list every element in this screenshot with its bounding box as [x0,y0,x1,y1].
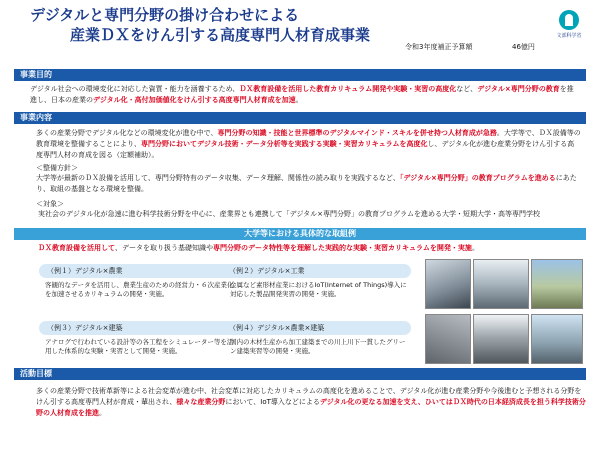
section-heading-examples: 大学等における具体的な取組例 [14,228,586,240]
setup-policy-text: 大学等が最新のＤＸ設備を活用して、専門分野特有のデータ収集、データ理解、関係性の読み取りを実践するなど、「デジタル×専門分野」の教育プログラムを進めるにあたり、取組の基盤となる環境を整備。 [36,174,577,193]
example-2-label: （例２）デジタル×工業 [221,264,411,278]
example-1-body: 客観的なデータを活用し、農業生産のための経営力・６次産業化を加速させるカリキュラムの開発・実施。 [45,281,234,298]
budget-label: 令和3年度補正予算額 [405,43,473,51]
page-title-line1: デジタルと専門分野の掛け合わせによる [30,6,300,24]
example-3-body: アナログで行われている設計等の各工程をシミュレーター等を活用した体系的な実験・実習として開発・実施。 [45,338,234,355]
example-4-body: 国内の木材生産から加工建築までの川上川下一貫したグリーン建築実習等の開発・実施。 [230,338,406,355]
logo-text: 文部科学省 [556,33,582,39]
goal-text: 多くの産業分野で技術革新等による社会変革が進む中、社会変革に対応したカリキュラムの高度化を進めることで、デジタル化が進む産業分野や今後進むと予想される分野をけん引する高度専門人材が育成・輩出され、様々な産業分野において、IoT導入などによるデジタル化の更なる加速を支え、ひいてはＤＸ時代の日本経済成長を担う科学技術分野の人材育成を推進。 [36,387,586,417]
section-heading-purpose: 事業目的 [14,69,586,81]
budget-value: 46億円 [512,43,535,51]
photo-workshop [473,314,529,364]
section-heading-content: 事業内容 [14,112,586,124]
photo-lab-equipment [425,259,471,309]
photo-control-room [473,259,529,309]
example-2-body: 金属など素形材産業におけるIoT(Internet of Things)導入に対応した製品開発実習の開発・実施。 [230,281,407,298]
mext-logo-icon [559,10,579,30]
photo-machinery [425,314,471,364]
ministry-logo [549,4,589,58]
examples-intro: ＤＸ教育設備を活用して、データを取り扱う基礎知識や専門分野のデータ特性等を理解した実践的な実験・実習カリキュラムを開発・実施。 [38,244,479,252]
section-heading-goal: 活動目標 [14,368,586,380]
photo-building-site [531,314,583,364]
purpose-text: デジタル社会への環境変化に対応した資質・能力を涵養するため、ＤＸ教育設備を活用した教育カリキュラム開発や実験・実習の高度化など、デジタル×専門分野の教育を推進し、日本の産業のデジタル化・高付加価値化をけん引する高度専門人材育成を加速。 [30,85,574,104]
setup-policy-label: ＜整備方針＞ [36,164,78,172]
example-4-label: （例４）デジタル×農業×建築 [221,321,411,335]
example-3-label: （例３）デジタル×建築 [39,321,239,335]
target-text: 実社会のデジタル化が急速に進む科学技術分野を中心に、産業界とも連携して「デジタル×専門分野」の教育プログラムを進める大学・短期大学・高等専門学校 [38,210,540,218]
page-title-line2: 産業ＤＸをけん引する高度専門人材育成事業 [70,26,371,44]
photo-field-drone [531,259,583,309]
content-text: 多くの産業分野でデジタル化などの環境変化が進む中で、専門分野の知識・技能と世界標準のデジタルマインド・スキルを併せ持つ人材育成が急務。大学等で、ＤＸ設備等の教育環境を整備することにより、専門分野においてデジタル技術・データ分析等を実践する実験・実習カリキュラムを高度化し、デジタル化が進む産業分野をけん引する高度専門人材の育成を図る（定額補助）。 [36,129,581,159]
target-label: ＜対象＞ [36,200,64,208]
example-1-label: （例１）デジタル×農業 [39,264,239,278]
